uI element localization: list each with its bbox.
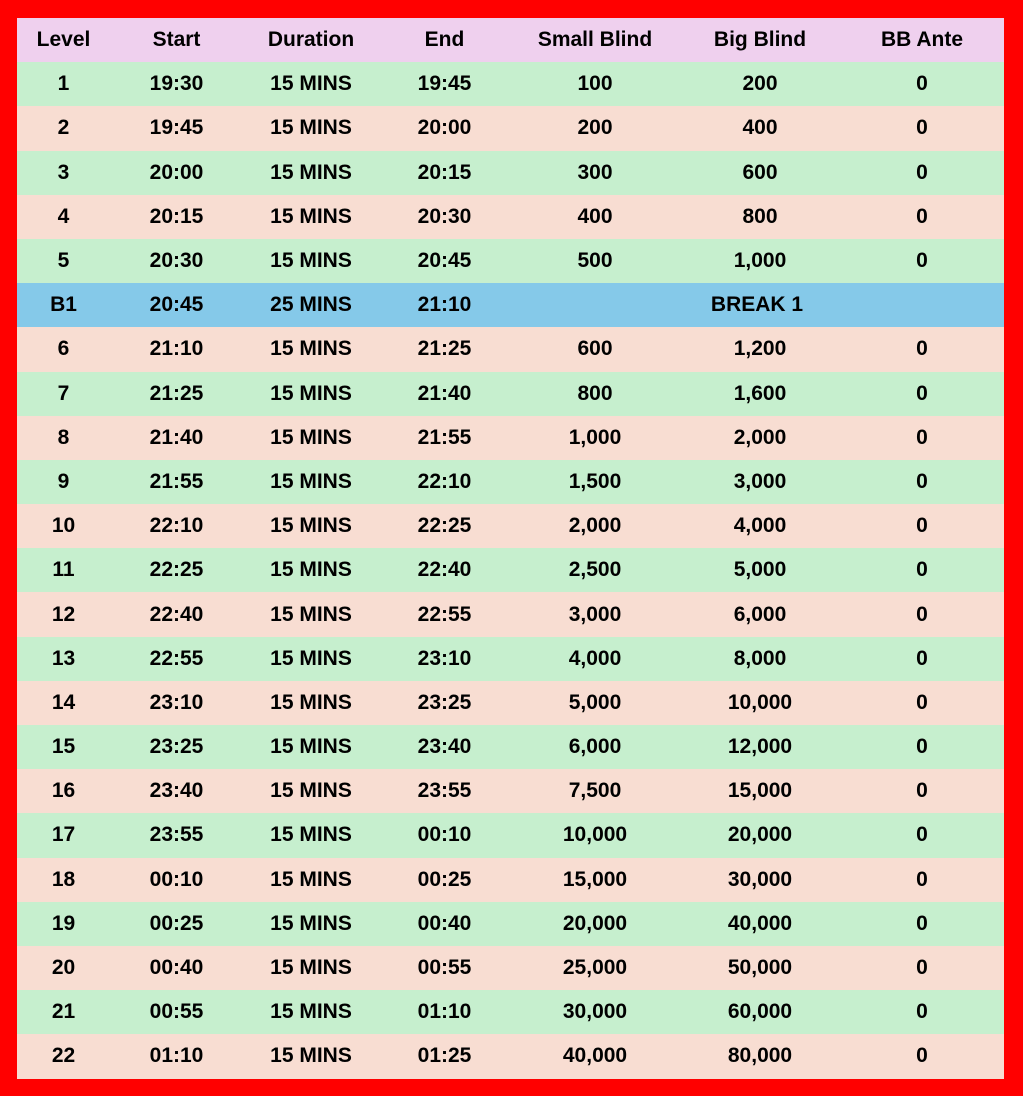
end-cell: 21:25 — [379, 327, 510, 371]
small-blind-cell: 200 — [510, 106, 680, 150]
bb-ante-cell: 0 — [840, 769, 1004, 813]
duration-cell: 15 MINS — [243, 725, 379, 769]
start-cell: 00:40 — [110, 946, 243, 990]
bb-ante-cell: 0 — [840, 902, 1004, 946]
level-row — [17, 195, 1004, 239]
blind-schedule-table — [17, 18, 1004, 1079]
end-cell: 20:45 — [379, 239, 510, 283]
bb-ante-cell: 0 — [840, 592, 1004, 636]
header-duration: Duration — [243, 18, 379, 62]
blind-schedule-container — [17, 18, 1004, 1079]
start-cell: 20:30 — [110, 239, 243, 283]
small-blind-cell: 600 — [510, 327, 680, 371]
level-row — [17, 681, 1004, 725]
end-cell: 22:40 — [379, 548, 510, 592]
big-blind-cell: 3,000 — [680, 460, 840, 504]
level-cell: 10 — [17, 504, 110, 548]
small-blind-cell: 1,000 — [510, 416, 680, 460]
level-cell: 21 — [17, 990, 110, 1034]
big-blind-cell: 600 — [680, 151, 840, 195]
duration-cell: 15 MINS — [243, 62, 379, 106]
level-cell: 8 — [17, 416, 110, 460]
bb-ante-cell: 0 — [840, 239, 1004, 283]
end-cell: 01:10 — [379, 990, 510, 1034]
level-cell: 16 — [17, 769, 110, 813]
level-row — [17, 813, 1004, 857]
big-blind-cell: 10,000 — [680, 681, 840, 725]
bb-ante-cell: 0 — [840, 62, 1004, 106]
level-row — [17, 151, 1004, 195]
big-blind-cell: 15,000 — [680, 769, 840, 813]
level-row — [17, 858, 1004, 902]
duration-cell: 15 MINS — [243, 990, 379, 1034]
level-row — [17, 769, 1004, 813]
end-cell: 20:30 — [379, 195, 510, 239]
big-blind-cell: 60,000 — [680, 990, 840, 1034]
big-blind-cell: 400 — [680, 106, 840, 150]
small-blind-cell: 10,000 — [510, 813, 680, 857]
level-row — [17, 460, 1004, 504]
level-cell: 19 — [17, 902, 110, 946]
level-cell: 18 — [17, 858, 110, 902]
end-cell: 21:55 — [379, 416, 510, 460]
level-row — [17, 504, 1004, 548]
bb-ante-cell: 0 — [840, 990, 1004, 1034]
small-blind-cell: 7,500 — [510, 769, 680, 813]
bb-ante-cell: 0 — [840, 681, 1004, 725]
level-cell: 13 — [17, 637, 110, 681]
end-cell: 23:10 — [379, 637, 510, 681]
start-cell: 20:15 — [110, 195, 243, 239]
duration-cell: 15 MINS — [243, 504, 379, 548]
bb-ante-cell: 0 — [840, 416, 1004, 460]
big-blind-cell: 1,000 — [680, 239, 840, 283]
header-small-blind: Small Blind — [510, 18, 680, 62]
start-cell: 23:40 — [110, 769, 243, 813]
big-blind-cell: 80,000 — [680, 1034, 840, 1078]
header-bb-ante: BB Ante — [840, 18, 1004, 62]
small-blind-cell: 3,000 — [510, 592, 680, 636]
big-blind-cell: 12,000 — [680, 725, 840, 769]
small-blind-cell: 40,000 — [510, 1034, 680, 1078]
level-row — [17, 239, 1004, 283]
duration-cell: 15 MINS — [243, 858, 379, 902]
level-row — [17, 327, 1004, 371]
big-blind-cell: 5,000 — [680, 548, 840, 592]
level-cell: 22 — [17, 1034, 110, 1078]
end-cell: 00:55 — [379, 946, 510, 990]
duration-cell: 15 MINS — [243, 769, 379, 813]
level-cell: 9 — [17, 460, 110, 504]
level-row — [17, 990, 1004, 1034]
level-row — [17, 637, 1004, 681]
bb-ante-cell: 0 — [840, 106, 1004, 150]
level-cell: 7 — [17, 372, 110, 416]
duration-cell: 15 MINS — [243, 106, 379, 150]
level-cell: 20 — [17, 946, 110, 990]
end-cell: 19:45 — [379, 62, 510, 106]
small-blind-cell: 15,000 — [510, 858, 680, 902]
end-cell: 20:00 — [379, 106, 510, 150]
bb-ante-cell: 0 — [840, 1034, 1004, 1078]
bb-ante-cell: 0 — [840, 372, 1004, 416]
level-row — [17, 106, 1004, 150]
start-cell: 23:25 — [110, 725, 243, 769]
big-blind-cell: 1,600 — [680, 372, 840, 416]
duration-cell: 15 MINS — [243, 416, 379, 460]
duration-cell: 15 MINS — [243, 637, 379, 681]
level-row — [17, 416, 1004, 460]
duration-cell: 15 MINS — [243, 902, 379, 946]
header-end: End — [379, 18, 510, 62]
bb-ante-cell: 0 — [840, 460, 1004, 504]
end-cell: 20:15 — [379, 151, 510, 195]
small-blind-cell: 20,000 — [510, 902, 680, 946]
end-cell: 00:40 — [379, 902, 510, 946]
start-cell: 22:40 — [110, 592, 243, 636]
big-blind-cell: 50,000 — [680, 946, 840, 990]
level-row — [17, 62, 1004, 106]
duration-cell: 15 MINS — [243, 946, 379, 990]
big-blind-cell: 4,000 — [680, 504, 840, 548]
break-row — [17, 283, 1004, 327]
level-row — [17, 372, 1004, 416]
small-blind-cell: 2,000 — [510, 504, 680, 548]
duration-cell: 15 MINS — [243, 151, 379, 195]
start-cell: 23:10 — [110, 681, 243, 725]
big-blind-cell: 2,000 — [680, 416, 840, 460]
bb-ante-cell: 0 — [840, 151, 1004, 195]
start-cell: 20:45 — [110, 283, 243, 327]
duration-cell: 15 MINS — [243, 548, 379, 592]
level-cell: 14 — [17, 681, 110, 725]
end-cell: 22:55 — [379, 592, 510, 636]
bb-ante-cell: 0 — [840, 725, 1004, 769]
header-level: Level — [17, 18, 110, 62]
small-blind-cell: 2,500 — [510, 548, 680, 592]
level-row — [17, 946, 1004, 990]
small-blind-cell: 100 — [510, 62, 680, 106]
end-cell: 00:10 — [379, 813, 510, 857]
duration-cell: 15 MINS — [243, 813, 379, 857]
small-blind-cell: 500 — [510, 239, 680, 283]
duration-cell: 15 MINS — [243, 460, 379, 504]
level-cell: 12 — [17, 592, 110, 636]
level-cell: 1 — [17, 62, 110, 106]
duration-cell: 15 MINS — [243, 1034, 379, 1078]
level-row — [17, 592, 1004, 636]
level-cell: 3 — [17, 151, 110, 195]
duration-cell: 15 MINS — [243, 372, 379, 416]
small-blind-cell: 6,000 — [510, 725, 680, 769]
level-row — [17, 1034, 1004, 1078]
big-blind-cell: 8,000 — [680, 637, 840, 681]
start-cell: 21:40 — [110, 416, 243, 460]
header-big-blind: Big Blind — [680, 18, 840, 62]
small-blind-cell: 4,000 — [510, 637, 680, 681]
start-cell: 23:55 — [110, 813, 243, 857]
start-cell: 22:55 — [110, 637, 243, 681]
start-cell: 22:25 — [110, 548, 243, 592]
end-cell: 21:10 — [379, 283, 510, 327]
big-blind-cell: 30,000 — [680, 858, 840, 902]
end-cell: 23:55 — [379, 769, 510, 813]
end-cell: 01:25 — [379, 1034, 510, 1078]
bb-ante-cell: 0 — [840, 195, 1004, 239]
bb-ante-cell: 0 — [840, 813, 1004, 857]
start-cell: 21:55 — [110, 460, 243, 504]
small-blind-cell: 400 — [510, 195, 680, 239]
bb-ante-cell: 0 — [840, 327, 1004, 371]
duration-cell: 15 MINS — [243, 239, 379, 283]
break-label: BREAK 1 — [510, 283, 1004, 327]
small-blind-cell: 800 — [510, 372, 680, 416]
level-cell: 17 — [17, 813, 110, 857]
level-cell: 2 — [17, 106, 110, 150]
bb-ante-cell: 0 — [840, 504, 1004, 548]
small-blind-cell: 300 — [510, 151, 680, 195]
start-cell: 21:25 — [110, 372, 243, 416]
duration-cell: 25 MINS — [243, 283, 379, 327]
level-cell: B1 — [17, 283, 110, 327]
small-blind-cell: 25,000 — [510, 946, 680, 990]
start-cell: 01:10 — [110, 1034, 243, 1078]
end-cell: 22:25 — [379, 504, 510, 548]
start-cell: 00:25 — [110, 902, 243, 946]
small-blind-cell: 5,000 — [510, 681, 680, 725]
big-blind-cell: 1,200 — [680, 327, 840, 371]
schedule-body — [17, 62, 1004, 1078]
level-cell: 4 — [17, 195, 110, 239]
small-blind-cell: 1,500 — [510, 460, 680, 504]
header-row — [17, 18, 1004, 62]
bb-ante-cell: 0 — [840, 946, 1004, 990]
level-cell: 15 — [17, 725, 110, 769]
bb-ante-cell: 0 — [840, 637, 1004, 681]
start-cell: 00:10 — [110, 858, 243, 902]
big-blind-cell: 20,000 — [680, 813, 840, 857]
end-cell: 23:25 — [379, 681, 510, 725]
start-cell: 22:10 — [110, 504, 243, 548]
duration-cell: 15 MINS — [243, 681, 379, 725]
start-cell: 19:45 — [110, 106, 243, 150]
big-blind-cell: 800 — [680, 195, 840, 239]
big-blind-cell: 200 — [680, 62, 840, 106]
big-blind-cell: 40,000 — [680, 902, 840, 946]
level-row — [17, 725, 1004, 769]
end-cell: 00:25 — [379, 858, 510, 902]
start-cell: 20:00 — [110, 151, 243, 195]
level-cell: 11 — [17, 548, 110, 592]
end-cell: 23:40 — [379, 725, 510, 769]
header-start: Start — [110, 18, 243, 62]
level-cell: 6 — [17, 327, 110, 371]
small-blind-cell: 30,000 — [510, 990, 680, 1034]
start-cell: 00:55 — [110, 990, 243, 1034]
end-cell: 22:10 — [379, 460, 510, 504]
big-blind-cell: 6,000 — [680, 592, 840, 636]
level-row — [17, 902, 1004, 946]
end-cell: 21:40 — [379, 372, 510, 416]
level-cell: 5 — [17, 239, 110, 283]
start-cell: 19:30 — [110, 62, 243, 106]
start-cell: 21:10 — [110, 327, 243, 371]
level-row — [17, 548, 1004, 592]
bb-ante-cell: 0 — [840, 858, 1004, 902]
bb-ante-cell: 0 — [840, 548, 1004, 592]
duration-cell: 15 MINS — [243, 327, 379, 371]
duration-cell: 15 MINS — [243, 592, 379, 636]
duration-cell: 15 MINS — [243, 195, 379, 239]
